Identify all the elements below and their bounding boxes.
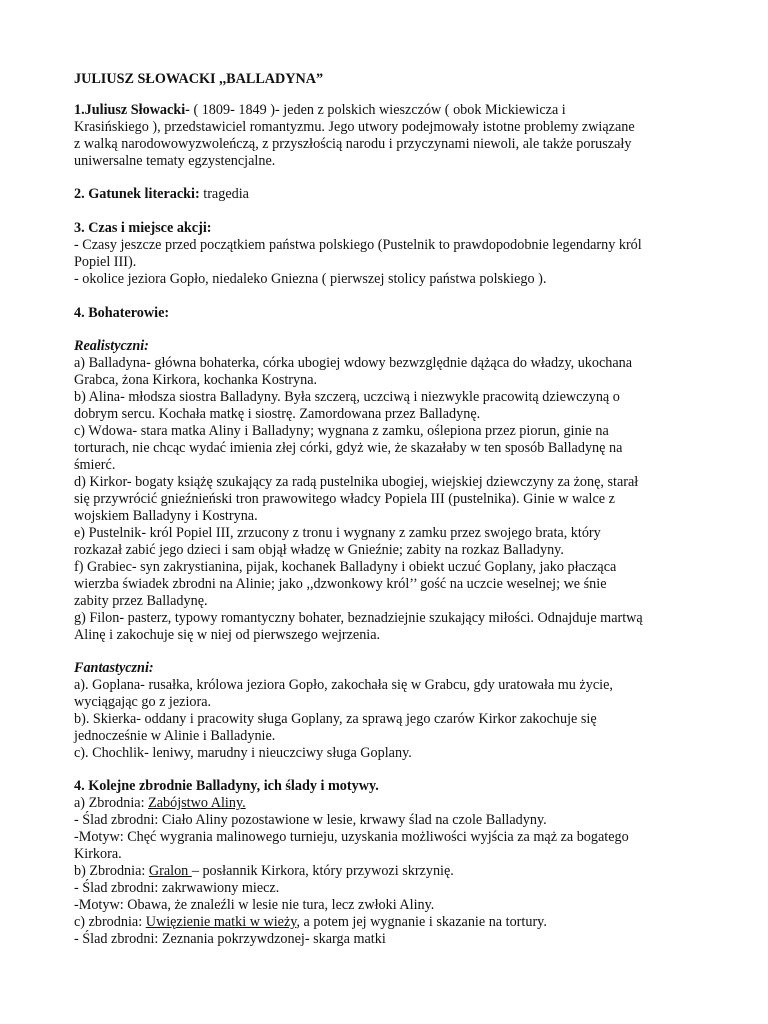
realistic-line: rozkazał zabić jego dzieci i sam objął władzę w Gnieźnie; zabity na rozkaz Balladyny. — [74, 542, 564, 558]
crimes-heading: 4. Kolejne zbrodnie Balladyny, ich ślady i motywy. — [74, 778, 379, 794]
crime-a: a) Zbrodnia: Zabójstwo Aliny. — [74, 795, 246, 811]
crime-a-trace: - Ślad zbrodni: Ciało Aliny pozostawione w lesie, krwawy ślad na czole Balladyny. — [74, 812, 547, 828]
section-1-heading: 1.Juliusz Słowacki- — [74, 102, 190, 118]
realistic-line: się przywrócić gnieźnieński tron prawowitego władcy Popiela III (pustelnika). Ginie w walce z — [74, 491, 615, 507]
section-1-line-3: z walką narodowowyzwoleńczą, z przyszłością narodu i przyczynami niewoli, ale także poruszały — [74, 136, 632, 152]
section-3-line-3: - okolice jeziora Gopło, niedaleko Gniezna ( pierwszej stolicy państwa polskiego ). — [74, 271, 547, 287]
realistic-line: Grabca, żona Kirkora, kochanka Kostryna. — [74, 372, 318, 388]
fantastic-heading: Fantastyczni: — [74, 660, 154, 676]
crime-b-motive: -Motyw: Obawa, że znaleźli w lesie nie tura, lecz zwłoki Aliny. — [74, 897, 435, 913]
fantastic-line: wyciągając go z jeziora. — [74, 694, 212, 710]
section-3-heading: 3. Czas i miejsce akcji: — [74, 220, 212, 236]
section-1-line-1: 1.Juliusz Słowacki- ( 1809- 1849 )- jeden z polskich wieszczów ( obok Mickiewicza i — [74, 102, 566, 118]
section-3-line-2: Popiel III). — [74, 254, 137, 270]
realistic-line: d) Kirkor- bogaty książę szukający za radą pustelnika ubogiej, wiejskiej dziewczyny za żonę, starał — [74, 474, 639, 490]
realistic-line: zabity przez Balladynę. — [74, 593, 208, 609]
realistic-line: c) Wdowa- stara matka Aliny i Balladyny; wygnana z zamku, oślepiona przez piorun, ginie na — [74, 423, 609, 439]
fantastic-line: b). Skierka- oddany i pracowity sługa Goplany, za sprawą jego czarów Kirkor zakochuje się — [74, 711, 597, 727]
crime-c-link[interactable]: Uwięzienie matki w wieży — [145, 914, 297, 930]
fantastic-line: a). Goplana- rusałka, królowa jeziora Gopło, zakochała się w Grabcu, gdy uratowała mu życie, — [74, 677, 613, 693]
realistic-line: wierzba świadek zbrodni na Alinie; jako ,,dzwonkowy król’’ gość na uczcie weselnej; we śnie — [74, 576, 607, 592]
realistic-line: a) Balladyna- główna bohaterka, córka ubogiej wdowy bezwzględnie dążąca do władzy, ukochana — [74, 355, 633, 371]
section-1-line-2: Krasińskiego ), przedstawiciel romantyzmu. Jego utwory podejmowały istotne problemy związane — [74, 119, 635, 135]
section-3-line-1: - Czasy jeszcze przed początkiem państwa polskiego (Pustelnik to prawdopodobnie legendarny król — [74, 237, 642, 253]
crime-b-link[interactable]: Gralon — [148, 863, 192, 879]
section-2-heading: 2. Gatunek literacki: — [74, 186, 200, 202]
crime-b-trace: - Ślad zbrodni: zakrwawiony miecz. — [74, 880, 280, 896]
realistic-line: b) Alina- młodsza siostra Balladyny. Była szczerą, uczciwą i niezwykle pracowitą dziewczyną o — [74, 389, 620, 405]
crime-c: c) zbrodnia: Uwięzienie matki w wieży, a potem jej wygnanie i skazanie na tortury. — [74, 914, 547, 930]
crime-a-motive-cont: Kirkora. — [74, 846, 122, 862]
section-4-heading: 4. Bohaterowie: — [74, 305, 170, 321]
realistic-line: f) Grabiec- syn zakrystianina, pijak, kochanek Balladyny i obiekt uczuć Goplany, jako płacząca — [74, 559, 617, 575]
crime-c-trace: - Ślad zbrodni: Zeznania pokrzywdzonej- skarga matki — [74, 931, 386, 947]
document-title: JULIUSZ SŁOWACKI ,,BALLADYNA” — [74, 71, 324, 87]
realistic-line: śmierć. — [74, 457, 116, 473]
fantastic-line: c). Chochlik- leniwy, marudny i nieuczciwy sługa Goplany. — [74, 745, 412, 761]
crime-a-link[interactable]: Zabójstwo Aliny. — [148, 795, 246, 811]
realistic-line: dobrym sercu. Kochała matkę i siostrę. Zamordowana przez Balladynę. — [74, 406, 481, 422]
realistic-heading: Realistyczni: — [74, 338, 149, 354]
realistic-line: torturach, nie chcąc wydać imienia złej córki, gdyż wie, że skazałaby w ten sposób Balladynę na — [74, 440, 623, 456]
crime-a-motive: -Motyw: Chęć wygrania malinowego turnieju, uzyskania możliwości wyjścia za mąż za bogatego — [74, 829, 629, 845]
realistic-line: Alinę i zakochuje się w niej od pierwszego wejrzenia. — [74, 627, 381, 643]
fantastic-line: jednocześnie w Alinie i Balladynie. — [74, 728, 276, 744]
realistic-line: e) Pustelnik- król Popiel III, zrzucony z tronu i wygnany z zamku przez swojego brata, który — [74, 525, 601, 541]
section-1-line-4: uniwersalne tematy egzystencjalne. — [74, 153, 276, 169]
realistic-line: g) Filon- pasterz, typowy romantyczny bohater, beznadziejnie szukający miłości. Odnajduje martwą — [74, 610, 643, 626]
crime-b: b) Zbrodnia: Gralon – posłannik Kirkora, który przywozi skrzynię. — [74, 863, 454, 879]
genre-value: tragedia — [199, 186, 249, 202]
realistic-line: wojskiem Balladyny i Kostryna. — [74, 508, 258, 524]
section-2-line — [74, 186, 249, 203]
